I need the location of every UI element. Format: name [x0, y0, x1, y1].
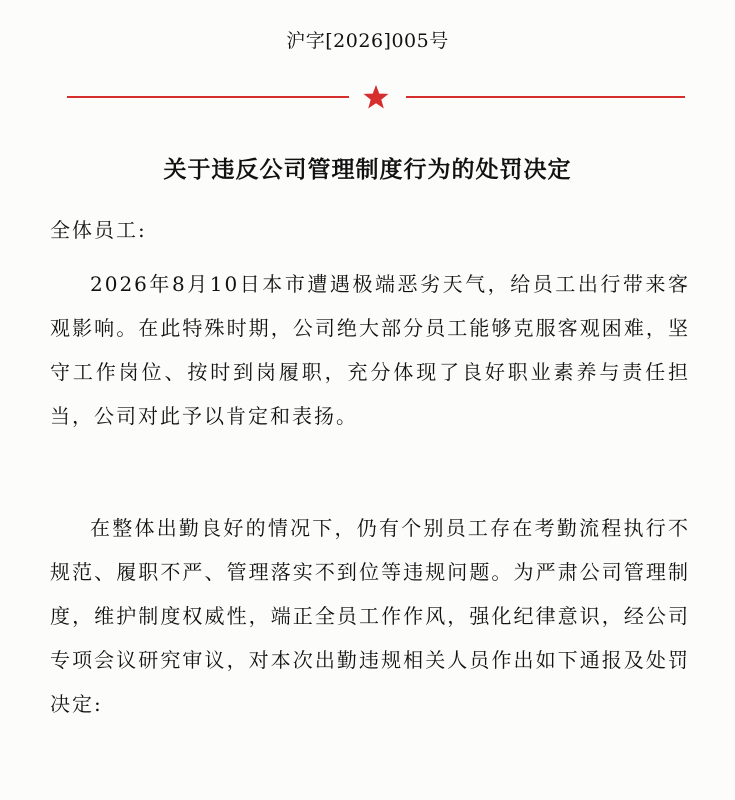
header-rule-left	[67, 96, 349, 98]
star-icon	[362, 84, 390, 110]
document-number: 沪字[2026]005号	[286, 30, 449, 52]
salutation: 全体员工:	[50, 218, 147, 242]
body-paragraph-2: 在整体出勤良好的情况下，仍有个别员工存在考勤流程执行不规范、履职不严、管理落实不到位等违规问题。为严肃公司管理制度，维护制度权威性，端正全员工作作风，强化纪律意识，经公司专项会议研究审议，对本次出勤违规相关人员作出如下通报及处罚决定:	[50, 516, 690, 716]
document-title: 关于违反公司管理制度行为的处罚决定	[163, 156, 572, 183]
body-paragraph-1: 2026年8月10日本市遭遇极端恶劣天气，给员工出行带来客观影响。在此特殊时期，公司绝大部分员工能够克服客观困难，坚守工作岗位、按时到岗履职，充分体现了良好职业素养与责任担当，公司对此予以肯定和表扬。	[50, 272, 690, 428]
header-rule-right	[406, 96, 685, 98]
